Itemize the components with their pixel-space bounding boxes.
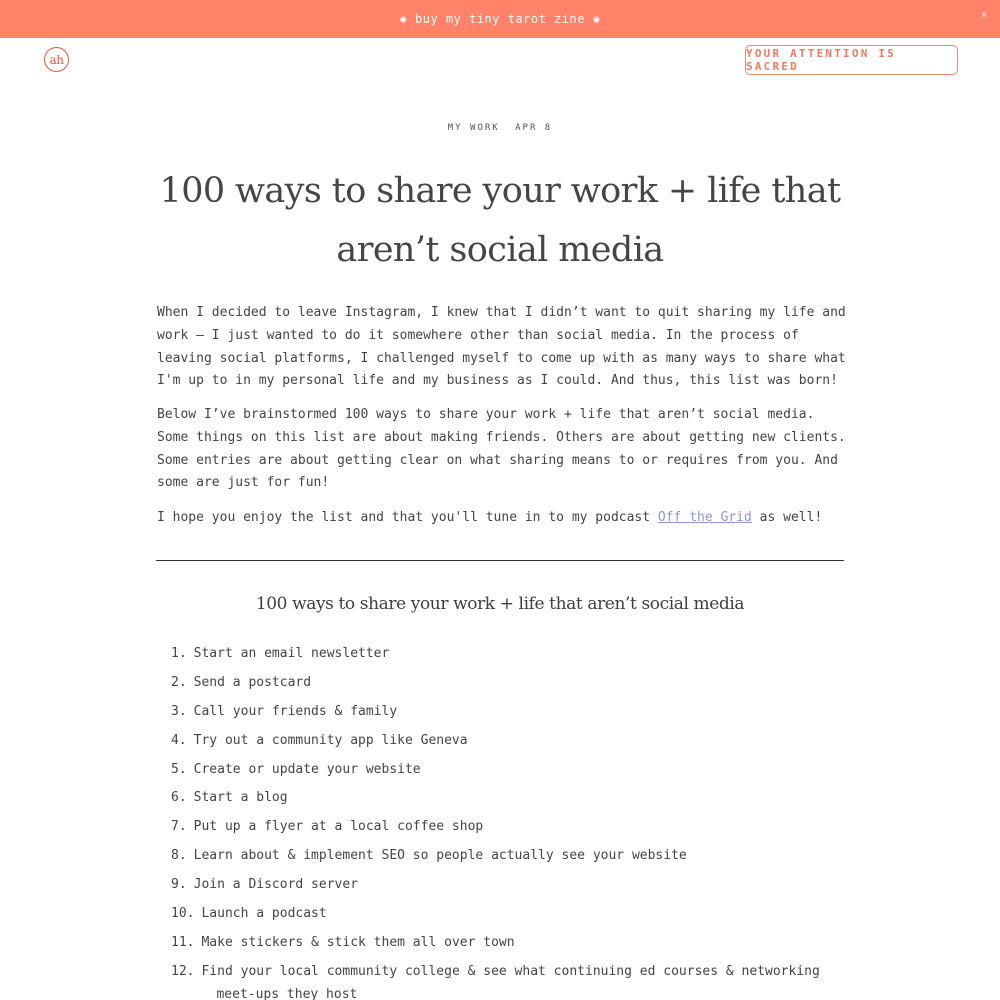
list-item: [171, 759, 851, 782]
list-item-number: 4.: [171, 732, 187, 748]
list-item-number: 9.: [171, 877, 187, 893]
list-item: [171, 672, 851, 695]
list-item-text: Call your friends & family: [193, 703, 398, 719]
list-item-text: Make stickers & stick them all over town: [201, 934, 515, 950]
list-item: [171, 932, 851, 955]
list-item: [171, 816, 851, 839]
post-meta: [0, 123, 1000, 133]
list-item: [171, 961, 851, 1000]
list-item-number: 7.: [171, 819, 187, 835]
list-heading: 100 ways to share your work + life that aren’t social media: [255, 594, 745, 614]
intro-paragraph-1: When I decided to leave Instagram, I knew that I didn’t want to quit sharing my life and work — I just wanted to do it somewhere other than social media. In the process of leaving social platforms, I challenged myself to come up with as many ways to share what I'm up to in my personal life and my business as I could. And thus, this list was born!: [157, 305, 846, 389]
list-item-number: 5.: [171, 761, 187, 777]
list-item-number: 3.: [171, 703, 187, 719]
intro-3-before: I hope you enjoy the list and that you'll tune in to my podcast: [157, 510, 658, 525]
list-item-text: Learn about & implement SEO so people actually see your website: [193, 848, 687, 864]
podcast-link[interactable]: Off the Grid: [657, 510, 752, 525]
list-item: [171, 787, 851, 810]
attention-sacred-button[interactable]: YOUR ATTENTION IS SACRED: [745, 45, 958, 75]
intro-3-after: as well!: [751, 510, 823, 525]
post-date: APR 8: [515, 123, 553, 133]
ways-list: [171, 643, 851, 1000]
list-item-text: Start a blog: [193, 790, 288, 806]
list-item-number: 1.: [171, 646, 187, 661]
list-item-text: Join a Discord server: [193, 877, 359, 893]
list-item-number: 12.: [171, 963, 195, 979]
list-item: [171, 874, 851, 897]
divider: [156, 560, 844, 561]
intro-paragraph-3: [157, 507, 847, 530]
list-item: [171, 845, 851, 868]
close-icon[interactable]: ×: [980, 8, 988, 21]
list-item-text: Create or update your website: [193, 761, 421, 777]
list-item: [171, 643, 851, 666]
list-item-text: Start an email newsletter: [193, 646, 390, 661]
list-item-number: 6.: [171, 790, 187, 806]
list-item-number: 2.: [171, 674, 187, 690]
list-item-text: Try out a community app like Geneva: [193, 732, 468, 748]
announcement-bar[interactable]: [0, 0, 1000, 38]
list-item-text: Find your local community college & see what continuing ed courses & networking meet-ups they host: [201, 963, 820, 1000]
page-title: 100 ways to share your work + life that aren’t social media: [159, 171, 841, 270]
list-item: [171, 903, 851, 926]
list-item-text: Launch a podcast: [201, 906, 327, 922]
intro-paragraph-2: Below I’ve brainstormed 100 ways to share your work + life that aren’t social media. Some things on this list are about making friends. Others are about getting new clients. Some entries are about getting clear on what sharing means to or requires from you. And some are just for fun!: [157, 407, 846, 491]
list-item-number: 10.: [171, 906, 195, 922]
list-item-text: Put up a flyer at a local coffee shop: [193, 819, 484, 835]
list-item: [171, 701, 851, 724]
list-item-number: 8.: [171, 848, 187, 864]
post-category[interactable]: MY WORK: [447, 123, 500, 133]
logo[interactable]: ah: [44, 47, 69, 72]
list-item-text: Send a postcard: [193, 674, 312, 690]
list-item: [171, 730, 851, 753]
announcement-text[interactable]: ✺ buy my tiny tarot zine ✺: [399, 12, 601, 26]
list-item-number: 11.: [171, 934, 195, 950]
